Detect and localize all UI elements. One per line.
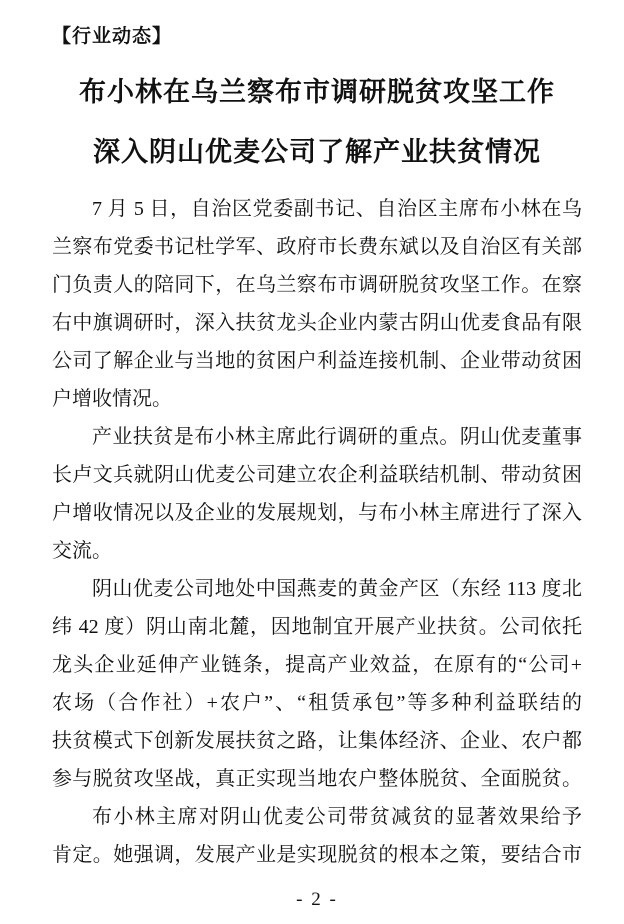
body-line: 公司了解企业与当地的贫困户利益连接机制、企业带动贫困 bbox=[52, 350, 582, 372]
article-title-line-2: 深入阴山优麦公司了解产业扶贫情况 bbox=[93, 137, 541, 167]
body-line: 右中旗调研时，深入扶贫龙头企业内蒙古阴山优麦食品有限 bbox=[52, 312, 582, 334]
body-line: 布小林主席对阴山优麦公司带贫减贫的显著效果给予 bbox=[92, 806, 582, 828]
body-line: 扶贫模式下创新发展扶贫之路，让集体经济、企业、农户都 bbox=[52, 730, 582, 752]
article-body bbox=[52, 190, 582, 874]
body-line: 纬 42 度）阴山南北麓，因地制宜开展产业扶贫。公司依托 bbox=[52, 616, 582, 638]
body-line: 交流。 bbox=[52, 540, 112, 562]
paragraph bbox=[52, 418, 582, 570]
body-line: 门负责人的陪同下，在乌兰察布市调研脱贫攻坚工作。在察 bbox=[52, 274, 582, 296]
body-line: 长卢文兵就阴山优麦公司建立农企利益联结机制、带动贫困 bbox=[52, 464, 582, 486]
body-line: 户增收情况。 bbox=[52, 388, 172, 410]
section-header: 【行业动态】 bbox=[52, 26, 173, 47]
page-number: - 2 - bbox=[296, 889, 338, 910]
paragraph bbox=[52, 798, 582, 874]
paragraph bbox=[52, 570, 582, 798]
article-title bbox=[52, 62, 582, 182]
body-line: 户增收情况以及企业的发展规划，与布小林主席进行了深入 bbox=[52, 502, 582, 524]
body-line: 阴山优麦公司地处中国燕麦的黄金产区（东经 113 度北 bbox=[92, 578, 582, 600]
body-line: 龙头企业延伸产业链条，提高产业效益，在原有的“公司+ bbox=[52, 654, 582, 676]
body-line: 兰察布党委书记杜学军、政府市长费东斌以及自治区有关部 bbox=[52, 236, 582, 258]
body-line: 产业扶贫是布小林主席此行调研的重点。阴山优麦董事 bbox=[92, 426, 582, 448]
article-title-line-1: 布小林在乌兰察布市调研脱贫攻坚工作 bbox=[79, 77, 555, 107]
body-line: 农场（合作社）+农户”、“租赁承包”等多种利益联结的 bbox=[52, 692, 582, 714]
paragraph bbox=[52, 190, 582, 418]
body-line: 肯定。她强调，发展产业是实现脱贫的根本之策，要结合市 bbox=[52, 844, 582, 866]
body-line: 7 月 5 日，自治区党委副书记、自治区主席布小林在乌 bbox=[92, 198, 582, 220]
body-line: 参与脱贫攻坚战，真正实现当地农户整体脱贫、全面脱贫。 bbox=[52, 768, 582, 790]
